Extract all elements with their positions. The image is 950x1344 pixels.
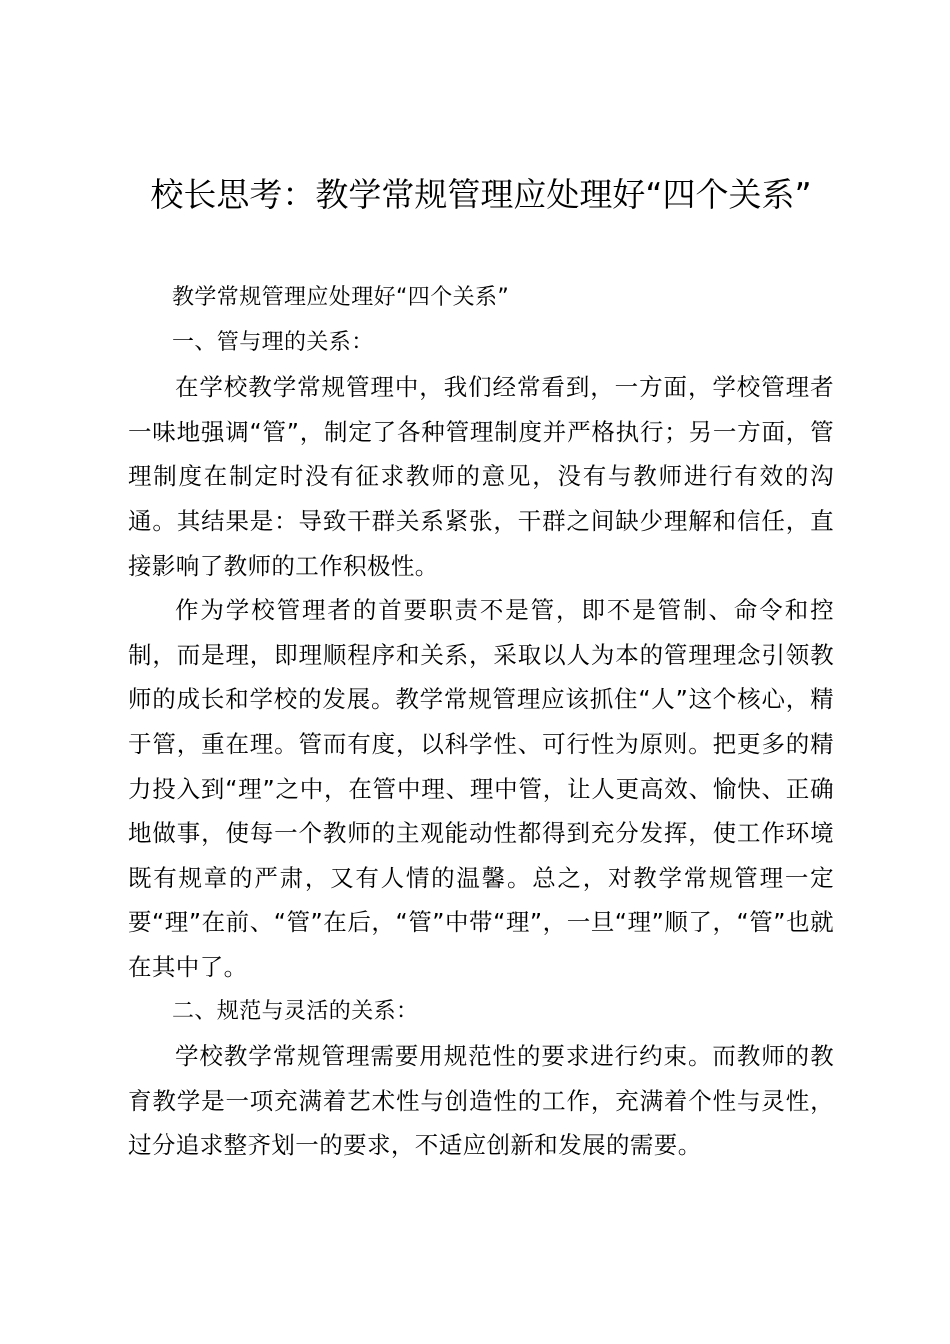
body-paragraph: 在学校教学常规管理中，我们经常看到，一方面，学校管理者一味地强调“管”，制定了各种管理制度并严格执行；另一方面，管理制度在制定时没有征求教师的意见，没有与教师进行有效的沟通。其结果是：导致干群关系紧张，干群之间缺少理解和信任，直接影响了教师的工作积极性。 xyxy=(128,373,834,580)
body-paragraph: 作为学校管理者的首要职责不是管，即不是管制、命令和控制，而是理，即理顺程序和关系，采取以人为本的管理理念引领教师的成长和学校的发展。教学常规管理应该抓住“人”这个核心，精于管，重在理。管而有度，以科学性、可行性为原则。把更多的精力投入到“理”之中，在管中理、理中管，让人更高效、愉快、正确地做事，使每一个教师的主观能动性都得到充分发挥，使工作环境既有规章的严肃，又有人情的温馨。总之，对教学常规管理一定要“理”在前、“管”在后，“管”中带“理”，一旦“理”顺了，“管”也就在其中了。 xyxy=(128,596,834,981)
section-heading-2: 二、规范与灵活的关系： xyxy=(172,998,419,1024)
section-heading-1: 一、管与理的关系： xyxy=(172,329,374,355)
document-title: 校长思考：教学常规管理应处理好“四个关系” xyxy=(150,175,812,214)
document-body xyxy=(128,276,834,1168)
subtitle-paragraph: 教学常规管理应处理好“四个关系” xyxy=(172,285,510,310)
body-paragraph: 学校教学常规管理需要用规范性的要求进行约束。而教师的教育教学是一项充满着艺术性与创造性的工作，充满着个性与灵性，过分追求整齐划一的要求，不适应创新和发展的需要。 xyxy=(128,1042,834,1160)
